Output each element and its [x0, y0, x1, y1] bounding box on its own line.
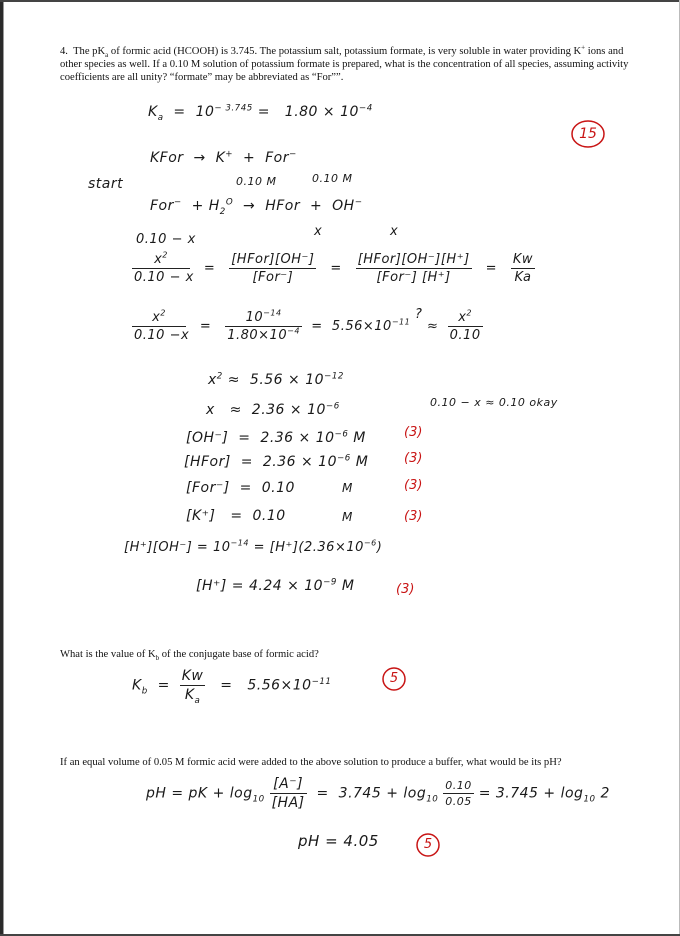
ph-formula: pH = pK + log — [146, 785, 253, 802]
water-h: H — [208, 198, 220, 214]
equals-sign: = — [316, 785, 329, 802]
approximation-check-note: 0.10 − x ≈ 0.10 okay — [430, 396, 558, 409]
x-variable: x — [152, 310, 161, 325]
equals-sign: = — [330, 261, 342, 276]
kb-exponent: −11 — [391, 317, 411, 327]
concentration-value: 2.36 × 10 — [262, 454, 337, 470]
substitution-exponent: −6 — [363, 538, 377, 548]
species-label: [For⁻] — [186, 480, 230, 496]
k-ion: K — [215, 150, 226, 166]
closing-paren: ) — [376, 540, 383, 555]
question-number: 4. — [60, 46, 68, 57]
plus-sign: + — [310, 198, 323, 214]
kb-exponent: −11 — [311, 676, 332, 687]
x-value: 2.36 × 10 — [251, 402, 326, 418]
score-for: (3) — [404, 478, 423, 493]
question-4-part-a: The pK — [73, 46, 106, 57]
equals-sign: = — [478, 785, 491, 802]
expanded-denominator: [For⁻] [H⁺] — [376, 270, 451, 285]
score-h: (3) — [396, 582, 415, 597]
numeric-base-conc: 0.10 — [445, 779, 472, 792]
for-ion-charge: − — [173, 197, 182, 208]
score-15-value: 15 — [579, 126, 597, 142]
equals-sign: = — [240, 454, 253, 470]
oh-ion: OH — [332, 198, 355, 214]
ph-simplified: 3.745 + log — [495, 785, 584, 802]
approx-sign: ≈ — [426, 319, 439, 334]
log-base: 10 — [583, 794, 596, 805]
log-argument: 2 — [600, 785, 610, 802]
ka-exponent: −4 — [287, 326, 300, 336]
x-variable: x — [206, 402, 215, 418]
plus-sign: + — [242, 150, 256, 166]
kw-symbol: Kw — [512, 252, 534, 267]
ka-exponent: − 3.745 — [214, 103, 253, 114]
concentration-exponent: −6 — [334, 429, 349, 440]
log-base: 10 — [252, 794, 265, 805]
kw-exponent: −14 — [263, 308, 282, 318]
kfor-species: KFor — [150, 150, 184, 166]
circle-score-15 — [572, 121, 604, 147]
denominator-conc: 0.10 − x — [134, 270, 194, 285]
equals-sign: = — [220, 677, 233, 694]
k-start-conc: 0.10 M — [236, 175, 277, 188]
square-exponent: 2 — [216, 371, 223, 382]
plus-sign: + — [191, 198, 204, 214]
concentration-exponent: −6 — [337, 453, 351, 464]
equals-sign: = — [485, 261, 497, 276]
square-exponent: 2 — [160, 308, 166, 318]
ratio-denominator: [For⁻] — [252, 270, 294, 285]
kw-symbol: Kw — [181, 668, 204, 684]
unit-molar: M — [353, 430, 366, 446]
ka-symbol: K — [184, 687, 195, 703]
k-plus-superscript: + — [581, 43, 586, 52]
ka-value: 1.80 × 10 — [284, 104, 359, 120]
x-squared-value: 5.56 × 10 — [249, 372, 325, 388]
ka-value-exponent: −4 — [358, 103, 373, 114]
kw-expression: [H⁺][OH⁻] = 10 — [124, 540, 231, 555]
unit-molar: M — [342, 510, 353, 524]
x-squared-exponent: −12 — [324, 371, 344, 382]
k-ion-charge: + — [225, 149, 234, 160]
ka-symbol: Ka — [514, 270, 532, 285]
start-label: start — [88, 176, 124, 192]
approx-denominator: 0.10 — [449, 328, 481, 343]
kb-symbol: K — [132, 677, 142, 694]
denominator-conc: 0.10 −x — [134, 328, 190, 343]
score-oh: (3) — [404, 425, 423, 440]
approx-sign: ≈ — [229, 402, 242, 418]
oh-ion-charge: − — [354, 197, 363, 208]
kb-subscript: b — [141, 686, 148, 697]
concentration-value: 0.10 — [252, 508, 286, 524]
concentration-value: 0.10 — [261, 480, 295, 496]
reaction-arrow: → — [193, 150, 206, 166]
for-ion: For — [265, 150, 289, 166]
ph-substitution: 3.745 + log — [338, 785, 427, 802]
hfor-species: HFor — [265, 198, 301, 214]
for-ion: For — [150, 198, 174, 214]
question-6-text: If an equal volume of 0.05 M formic acid were added to the above solution to produce a buffer, what would be its pH? — [60, 757, 562, 768]
equals-sign: = — [311, 319, 323, 334]
reaction-arrow: → — [243, 198, 256, 214]
x-value-exponent: −6 — [325, 401, 340, 412]
x-variable: x — [458, 310, 467, 325]
approx-sign: ≈ — [227, 372, 241, 388]
score-hfor: (3) — [404, 451, 423, 466]
score-5-value: 5 — [389, 671, 399, 686]
ka-base: 10 — [195, 104, 215, 120]
base-conc: [A⁻] — [270, 776, 307, 794]
species-label: [OH⁻] — [186, 430, 229, 446]
ka-value: 1.80×10 — [227, 328, 288, 343]
pka-subscript: a — [105, 51, 109, 60]
water-subscript: 2 — [219, 206, 226, 217]
square-exponent: 2 — [466, 308, 473, 318]
ka-subscript: a — [157, 112, 164, 123]
hfor-eq-conc: x — [314, 224, 323, 239]
kw-exponent: −14 — [230, 538, 249, 548]
circle-score-kb — [383, 668, 405, 690]
expanded-numerator: [HFor][OH⁻][H⁺] — [357, 252, 470, 267]
equals-sign: = — [230, 508, 243, 524]
x-variable: x — [208, 372, 217, 388]
ka-subscript: a — [194, 695, 201, 706]
kw-value: 10 — [245, 310, 264, 325]
kb-subscript: b — [155, 654, 160, 663]
equals-sign: = — [199, 319, 212, 334]
h-exponent: −9 — [323, 577, 337, 588]
for-ion-charge: − — [289, 149, 297, 160]
unit-molar: M — [341, 578, 355, 594]
oh-eq-conc: x — [390, 224, 399, 239]
numeric-acid-conc: 0.05 — [445, 795, 472, 808]
equals-sign: = — [203, 261, 216, 276]
concentration-value: 2.36 × 10 — [260, 430, 335, 446]
equals-sign: = — [173, 104, 186, 120]
log-base: 10 — [426, 794, 439, 805]
question-mark: ? — [414, 307, 423, 322]
square-exponent: 2 — [162, 250, 168, 260]
equals-sign: = — [239, 480, 252, 496]
kb-value: 5.56×10 — [331, 319, 392, 334]
question-4-part-c: ions and other species as well. If a 0.10 M solution of potassium formate is prepared, what is the concentration of all species, assuming activity coefficients are all unity? “formate” may be abbreviated as “For””. — [60, 46, 629, 84]
x-variable: x — [154, 252, 163, 267]
ka-symbol: K — [148, 104, 158, 120]
species-label: [HFor] — [184, 454, 231, 470]
question-5-part-a: What is the value of K — [60, 649, 156, 660]
unit-molar: M — [355, 454, 369, 470]
unit-molar: M — [342, 481, 353, 495]
kb-value: 5.56×10 — [247, 677, 312, 694]
equals-sign: = — [157, 677, 170, 694]
kw-substitution: = [H⁺](2.36×10 — [253, 540, 364, 555]
for-start-conc: 0.10 M — [312, 172, 353, 185]
equals-sign: = — [238, 430, 251, 446]
equals-sign: = — [257, 104, 270, 120]
score-k: (3) — [404, 509, 423, 524]
ratio-numerator: [HFor][OH⁻] — [231, 252, 315, 267]
species-label: [K⁺] — [186, 508, 216, 524]
acid-conc: [HA] — [271, 795, 305, 811]
question-5-part-b: of the conjugate base of formic acid? — [159, 649, 319, 660]
h-value: [H⁺] = 4.24 × 10 — [196, 578, 324, 594]
question-4-part-b: of formic acid (HCOOH) is 3.745. The potassium salt, potassium formate, is very soluble in water providing K — [108, 46, 582, 57]
circle-score-ph — [417, 834, 439, 856]
water-o: O — [225, 197, 234, 208]
score-5-value: 5 — [423, 837, 433, 852]
ph-result: pH = 4.05 — [298, 832, 379, 850]
for-eq-conc: 0.10 − x — [136, 232, 196, 247]
